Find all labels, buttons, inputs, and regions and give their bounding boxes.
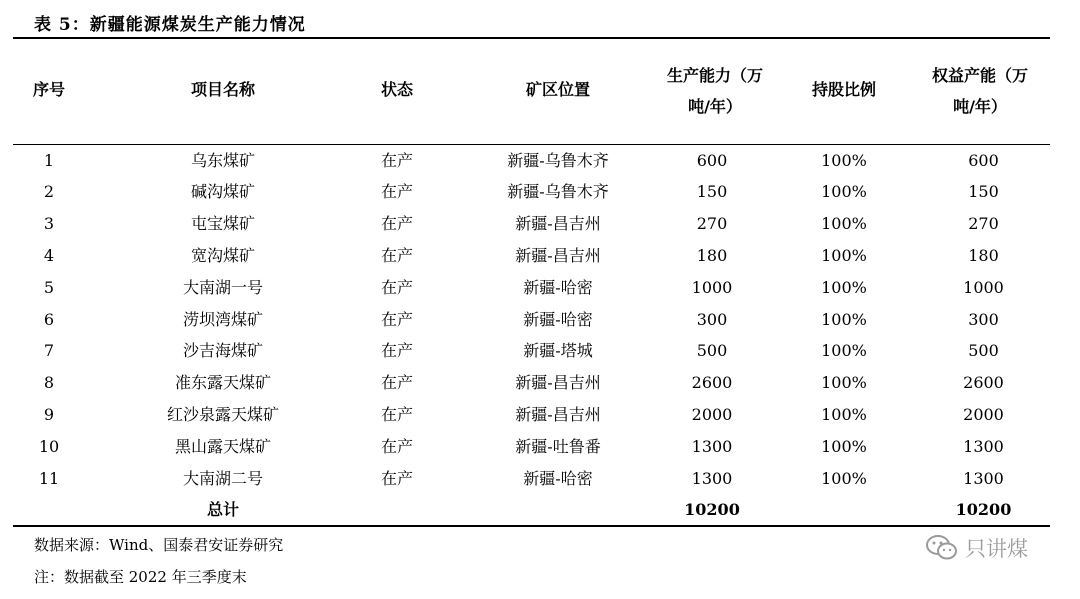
table-row xyxy=(13,335,1050,366)
cell-status: 在产 xyxy=(380,437,413,456)
cell-index: 3 xyxy=(43,214,55,233)
cell-status: 在产 xyxy=(380,310,413,329)
table-total-row xyxy=(13,494,1050,525)
cell-capacity: 1300 xyxy=(691,437,733,456)
cell-location: 新疆-昌吉州 xyxy=(515,405,601,424)
cell-status: 在产 xyxy=(380,182,413,201)
cell-location: 新疆-昌吉州 xyxy=(515,214,601,233)
cell-project-name: 碱沟煤矿 xyxy=(190,182,255,201)
cell-equity-capacity: 1300 xyxy=(963,469,1004,488)
cell-capacity: 1300 xyxy=(691,469,733,488)
cell-index: 10 xyxy=(38,437,60,456)
table-row xyxy=(13,240,1050,271)
cell-project-name: 乌东煤矿 xyxy=(190,151,255,170)
cell-equity-capacity: 2000 xyxy=(963,405,1004,424)
total-equity-capacity: 10200 xyxy=(955,500,1012,519)
cell-project-name: 涝坝湾煤矿 xyxy=(182,310,263,329)
cell-equity-capacity: 1000 xyxy=(963,278,1004,297)
cell-capacity: 2000 xyxy=(691,405,733,424)
cell-project-name: 大南湖二号 xyxy=(182,469,263,488)
table-row xyxy=(13,304,1050,335)
cell-share-ratio: 100% xyxy=(821,341,867,360)
cell-share-ratio: 100% xyxy=(821,469,867,488)
total-capacity: 10200 xyxy=(684,500,740,519)
cell-share-ratio: 100% xyxy=(821,278,867,297)
cell-equity-capacity: 270 xyxy=(968,214,999,233)
cell-project-name: 屯宝煤矿 xyxy=(190,214,255,233)
cell-equity-capacity: 300 xyxy=(968,310,999,329)
cell-equity-capacity: 2600 xyxy=(963,373,1004,392)
footnote: 注：数据截至 2022 年三季度末 xyxy=(34,568,247,586)
cell-status: 在产 xyxy=(380,151,413,170)
cell-project-name: 沙吉海煤矿 xyxy=(182,341,263,360)
cell-share-ratio: 100% xyxy=(821,405,867,424)
cell-equity-capacity: 150 xyxy=(968,182,999,201)
table-row xyxy=(13,399,1050,430)
table-top-rule xyxy=(13,37,1050,39)
cell-status: 在产 xyxy=(380,214,413,233)
watermark-text: 只讲煤 xyxy=(965,537,1028,561)
header-equity-line2: 吨/年） xyxy=(953,97,1007,116)
table-bottom-rule xyxy=(13,525,1050,527)
table-row xyxy=(13,145,1050,176)
table-row xyxy=(13,272,1050,303)
cell-project-name: 黑山露天煤矿 xyxy=(174,437,271,456)
cell-index: 6 xyxy=(43,310,55,329)
cell-index: 7 xyxy=(43,341,55,360)
table-row xyxy=(13,367,1050,398)
wechat-icon xyxy=(925,534,959,562)
cell-status: 在产 xyxy=(380,469,413,488)
cell-equity-capacity: 180 xyxy=(968,246,999,265)
cell-status: 在产 xyxy=(380,373,413,392)
cell-equity-capacity: 500 xyxy=(968,341,999,360)
cell-project-name: 准东露天煤矿 xyxy=(174,373,271,392)
cell-index: 11 xyxy=(38,469,60,488)
cell-location: 新疆-吐鲁番 xyxy=(515,437,601,456)
cell-capacity: 1000 xyxy=(691,278,733,297)
cell-equity-capacity: 600 xyxy=(968,151,999,170)
cell-location: 新疆-塔城 xyxy=(523,341,593,360)
cell-share-ratio: 100% xyxy=(821,246,867,265)
cell-capacity: 300 xyxy=(696,310,728,329)
cell-capacity: 150 xyxy=(696,182,728,201)
cell-index: 8 xyxy=(43,373,55,392)
cell-location: 新疆-哈密 xyxy=(523,469,593,488)
cell-capacity: 2600 xyxy=(691,373,733,392)
header-equity-line1: 权益产能（万 xyxy=(931,66,1028,85)
cell-status: 在产 xyxy=(380,278,413,297)
cell-capacity: 270 xyxy=(696,214,728,233)
cell-location: 新疆-昌吉州 xyxy=(515,246,601,265)
data-source-note: 数据来源：Wind、国泰君安证券研究 xyxy=(34,536,284,554)
table-row xyxy=(13,431,1050,462)
cell-capacity: 600 xyxy=(696,151,728,170)
header-capacity-line1: 生产能力（万 xyxy=(666,66,763,85)
cell-project-name: 大南湖一号 xyxy=(182,278,263,297)
cell-location: 新疆-哈密 xyxy=(523,278,593,297)
cell-index: 9 xyxy=(43,405,55,424)
header-location: 矿区位置 xyxy=(525,80,590,99)
cell-index: 4 xyxy=(43,246,55,265)
cell-project-name: 红沙泉露天煤矿 xyxy=(166,405,279,424)
cell-share-ratio: 100% xyxy=(821,437,867,456)
cell-status: 在产 xyxy=(380,246,413,265)
cell-share-ratio: 100% xyxy=(821,182,867,201)
cell-status: 在产 xyxy=(380,405,413,424)
cell-location: 新疆-乌鲁木齐 xyxy=(507,182,609,201)
cell-share-ratio: 100% xyxy=(821,151,867,170)
cell-status: 在产 xyxy=(380,341,413,360)
table-title: 表 5：新疆能源煤炭生产能力情况 xyxy=(34,15,306,35)
header-capacity-line2: 吨/年） xyxy=(688,97,742,116)
cell-share-ratio: 100% xyxy=(821,373,867,392)
cell-capacity: 500 xyxy=(696,341,728,360)
total-label: 总计 xyxy=(206,500,239,519)
cell-location: 新疆-乌鲁木齐 xyxy=(507,151,609,170)
cell-location: 新疆-哈密 xyxy=(523,310,593,329)
watermark xyxy=(925,533,1028,563)
header-project-name: 项目名称 xyxy=(190,80,255,99)
cell-share-ratio: 100% xyxy=(821,310,867,329)
header-index: 序号 xyxy=(32,80,65,99)
cell-equity-capacity: 1300 xyxy=(963,437,1004,456)
table-row xyxy=(13,463,1050,494)
table-row xyxy=(13,208,1050,239)
cell-project-name: 宽沟煤矿 xyxy=(190,246,255,265)
cell-index: 2 xyxy=(43,182,55,201)
cell-share-ratio: 100% xyxy=(821,214,867,233)
cell-location: 新疆-昌吉州 xyxy=(515,373,601,392)
header-status: 状态 xyxy=(380,80,413,99)
table-row xyxy=(13,176,1050,207)
cell-index: 1 xyxy=(43,151,55,170)
cell-index: 5 xyxy=(43,278,55,297)
header-share-ratio: 持股比例 xyxy=(811,80,876,99)
cell-capacity: 180 xyxy=(696,246,728,265)
